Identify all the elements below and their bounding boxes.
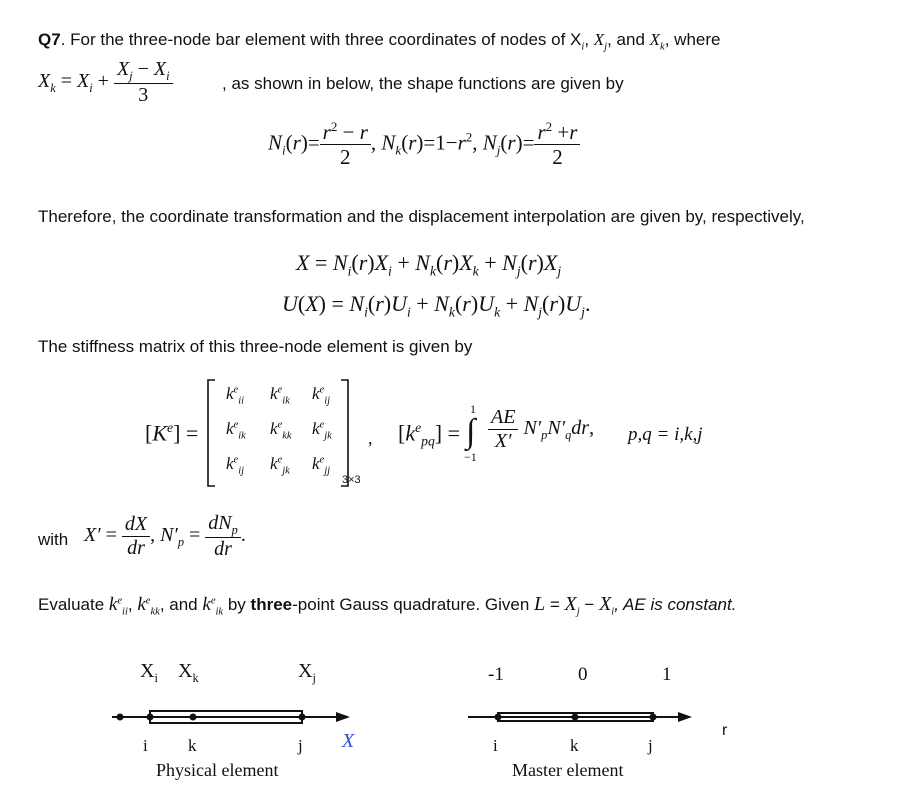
phys-top-sub-2: j [312,671,316,685]
question-intro: Q7. For the three-node bar element with three coordinates of nodes of $X_i$, $X_j$, and $X_k$, where [38,30,721,53]
coord-transform: $X = N_i(r)X_i + N_k(r)X_k + N_j(r)X_j$ [296,250,562,279]
master-top-1: 1 [662,664,672,685]
matrix-left-bracket [208,380,215,486]
m10: ik [238,430,246,442]
phys-node-label-j: j [298,736,303,755]
xk-definition: $X_k = X_i$ + $\frac{X_j - X_i}{3}$ [38,58,173,107]
master-caption: Master element [512,760,624,780]
phys-axis-label: X [342,730,355,752]
m21: jk [282,465,290,477]
m00: ii [238,395,245,407]
master-node-label-k: k [570,736,579,755]
phys-top-1: X [178,660,193,682]
evaluate-bold: three [250,595,293,614]
evaluate-by: by [227,595,246,614]
phys-top-sub-1: k [192,671,199,685]
master-axis-label: r [722,722,728,739]
master-node-label-j: j [648,736,653,755]
m20: ij [238,465,245,477]
ae-frac: $\frac{AE}{X'}$ $N'_pN'_qdr$, [488,406,594,453]
sub-i: i [581,41,585,53]
m02: ij [324,395,331,407]
m12: jk [324,430,332,442]
disp-interp: $U(X) = N_i(r)U_i + N_k(r)U_k + N_j(r)U_j$. [282,291,591,320]
phys-node-label-k: k [188,736,197,755]
int-upper: 1 [470,402,476,416]
m22: jj [324,465,331,477]
master-node-label-i: i [493,736,498,755]
k-matrix-label: $[K^e]$ = [145,420,199,446]
master-top-0: 0 [578,664,588,685]
intro-text: . For the three-node bar element with three coordinates of nodes of X [60,30,582,49]
evaluate-and: , and [159,595,198,614]
stiffness-matrix: $k^e_{ii}$ $k^e_{ik}$ $k^e_{ij}$ $k^e_{ik}$ $k^e_{kk}$ $k^e_{jk}$ $k^e_{ij}$ $k^e_{jk}$ $k^e_{jj}$ [226,384,332,477]
sub-j: j [604,41,608,53]
evaluate-line: Evaluate $k^e_{ii}$, $k^e_{kk}$, and $k^e_{ik}$ by three-point Gauss quadrature. Given $L = X_j - X_i$, AE is constant. [38,593,737,618]
question-label: Q7 [38,30,61,49]
line2-tail: , as shown in below, the shape functions are given by [222,74,624,93]
kpq-integral: $[k^e_{pq}]$ = [398,420,461,449]
int-lower: −1 [464,450,477,464]
with-label: with [38,530,69,549]
evaluate-post: -point Gauss quadrature. Given [292,595,530,614]
therefore-text: Therefore, the coordinate transformation and the displacement interpolation are given by, respectively, [38,207,805,226]
m11: kk [282,430,292,442]
phys-node-label-i: i [143,736,148,755]
derivs: X′ = $\frac{dX}{dr}$ , $N'_p$ = $\frac{dN_p}{dr}$ . [84,512,246,561]
pq-range-text: p,q = i,k,j [628,424,703,445]
evaluate-pre: Evaluate [38,595,105,614]
shape-functions: $N_i(r)=$ $\frac{r^2 - r}{2}$ , $N_k(r)=1-r^2$, $N_j(r)=$ $\frac{r^2 +r}{2}$ [268,120,580,169]
phys-top-sub-0: i [154,671,158,685]
stiffness-intro: The stiffness matrix of this three-node element is given by [38,337,473,356]
sub-k: k [660,41,665,53]
m01: ik [282,395,290,407]
physical-caption: Physical element [156,760,279,780]
master-top-neg1: -1 [488,664,504,685]
phys-top-2: X [298,660,313,682]
given-tail: , AE is constant. [614,595,737,614]
phys-top-0: X [140,660,155,682]
matrix-size: 3×3 [342,474,361,486]
matrix-right-bracket [341,380,348,486]
comma: , [368,428,373,448]
intro-tail: , where [664,30,721,49]
integral-sign: ∫ [466,413,476,450]
